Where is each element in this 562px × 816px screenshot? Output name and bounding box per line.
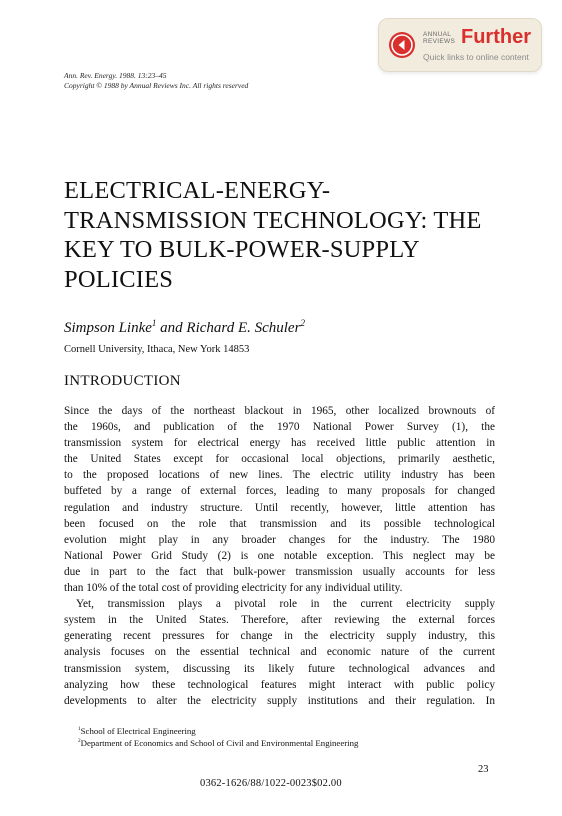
author-name: Simpson Linke — [64, 320, 152, 336]
footnote-mark: 2 — [300, 318, 305, 328]
further-subtitle: Quick links to online content — [423, 52, 529, 62]
body-line: to the proposed locations of new lines. The electric utility industry has been — [64, 469, 495, 482]
body-line: buffeted by a range of external forces, leading to many proposals for changed — [64, 485, 495, 498]
title-line: POLICIES — [64, 265, 174, 293]
footnote-text: Department of Economics and School of Civil and Environmental Engineering — [80, 738, 359, 748]
author-name: Richard E. Schuler — [186, 320, 301, 336]
body-line: transmission system, discussing its likely future technological advances and — [64, 662, 495, 675]
body-line: transmission system for electrical energy has received little public attention in — [64, 437, 495, 450]
body-line: than 10% of the total cost of providing electricity for any individual utility. — [64, 582, 403, 595]
footnotes — [78, 725, 358, 749]
footnote — [78, 737, 358, 749]
title-line: ELECTRICAL-ENERGY- — [64, 177, 331, 204]
footnote-mark: 1 — [151, 318, 157, 328]
footnote-mark: 1 — [78, 726, 81, 733]
title-line: TRANSMISSION TECHNOLOGY: THE — [64, 206, 482, 234]
footnote-text: School of Electrical Engineering — [80, 726, 196, 736]
body-line: analysis focuses on the essential technical and economic nature of the current — [64, 646, 495, 659]
further-badge[interactable] — [378, 18, 542, 72]
body-line: the United States except for occasional local objections, primarily aesthetic, — [64, 453, 495, 466]
body-line: system in the United States. Therefore, after reviewing the external forces — [64, 614, 495, 627]
body-line: developments to alter the electricity supply institutions and their regulation. In — [64, 694, 495, 707]
body-line: regulation and industry structure. Until recently, however, little attention has — [64, 501, 495, 514]
footnote — [78, 725, 358, 737]
footnote-mark: 2 — [78, 738, 81, 745]
author-conjunction: and — [156, 320, 187, 336]
affiliation: Cornell University, Ithaca, New York 14853 — [64, 344, 250, 355]
issn-code: 0362-1626/88/1022-0023$02.00 — [200, 778, 342, 789]
body-line: National Power Grid Study (2) is one notable exception. This neglect may be — [64, 549, 495, 562]
body-line: Yet, transmission plays a pivotal role in the current electricity supply — [76, 598, 495, 611]
citation-copyright: Copyright © 1988 by Annual Reviews Inc. All rights reserved — [64, 81, 249, 90]
body-line: been focused on the role that transmission and its possible technological — [64, 517, 495, 530]
further-label: Further — [461, 26, 531, 48]
play-arrow-icon — [389, 32, 415, 58]
citation-journal: Ann. Rev. Energy. 1988. 13:23–45 — [64, 71, 167, 80]
body-line: evolution might play in any broader changes for the industry. The 1980 — [64, 533, 495, 546]
body-line: the 1960s, and publication of the 1970 National Power Survey (1), the — [64, 421, 495, 434]
title-line: KEY TO BULK-POWER-SUPPLY — [64, 236, 420, 263]
body-text — [64, 403, 495, 709]
page-number: 23 — [478, 764, 489, 775]
body-line: Since the days of the northeast blackout in 1965, other localized brownouts of — [64, 405, 495, 417]
citation — [64, 71, 248, 91]
body-line: due in part to the fact that bulk-power transmission usually accounts for less — [64, 565, 495, 578]
article-title — [64, 176, 504, 294]
annual-reviews-logo-text: ANNUAL REVIEWS — [423, 31, 456, 45]
body-line: generating recent pressures for change in the electricity supply industry, this — [64, 630, 495, 643]
authors — [64, 320, 305, 337]
body-line: analyzing how these technological features might interact with public policy — [64, 678, 495, 691]
section-heading: INTRODUCTION — [64, 373, 181, 389]
